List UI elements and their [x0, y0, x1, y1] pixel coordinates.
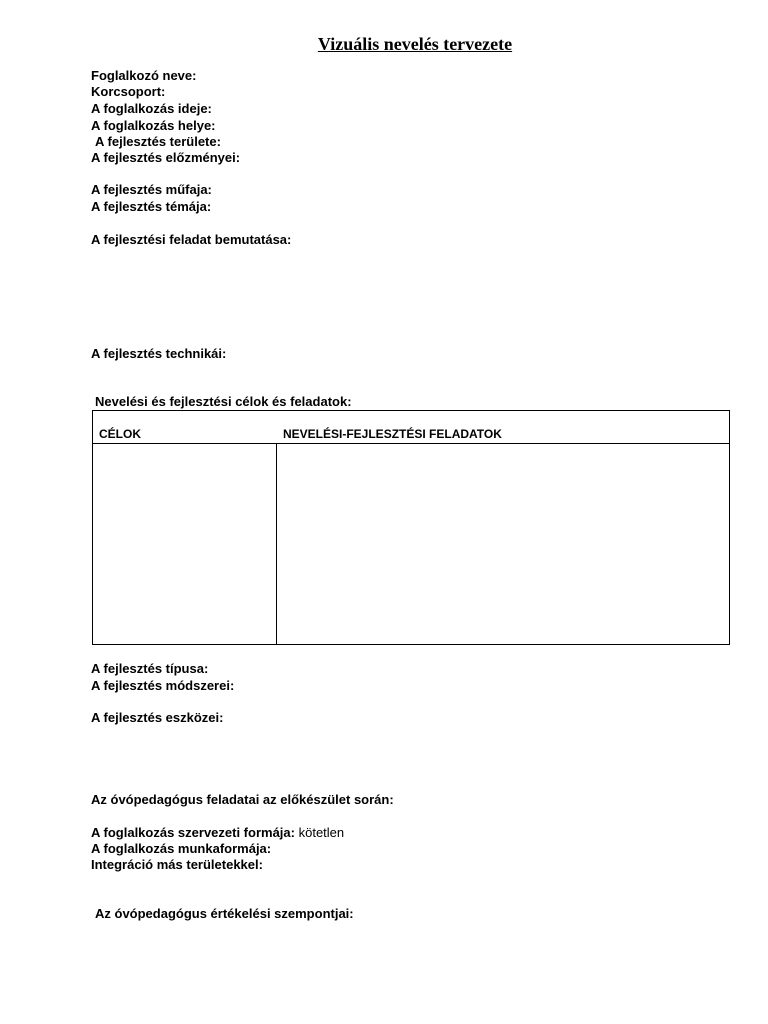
field-fejlesztes-mufaja: A fejlesztés műfaja: — [91, 182, 212, 197]
field-fejlesztes-technikai: A fejlesztés technikái: — [91, 346, 227, 361]
field-munkaforma: A foglalkozás munkaformája: — [91, 841, 272, 856]
field-fejlesztesi-feladat: A fejlesztési feladat bemutatása: — [91, 232, 292, 247]
field-szervezeti-forma — [91, 825, 344, 841]
section-celok-feladatok: Nevelési és fejlesztési célok és feladatok: — [95, 394, 352, 409]
field-fejlesztes-modszerei: A fejlesztés módszerei: — [91, 678, 235, 693]
field-integracio: Integráció más területekkel: — [91, 857, 263, 872]
field-ovopedagogus-feladatai: Az óvópedagógus feladatai az előkészület során: — [91, 792, 394, 807]
field-foglalkozas-ideje: A foglalkozás ideje: — [91, 101, 212, 116]
field-korcsoport: Korcsoport: — [91, 84, 166, 99]
field-fejlesztes-eszkozei: A fejlesztés eszközei: — [91, 710, 224, 725]
field-fejlesztes-tipusa: A fejlesztés típusa: — [91, 661, 209, 676]
table-column-divider — [276, 443, 277, 644]
goals-tasks-table — [92, 410, 730, 645]
table-header-feladatok: NEVELÉSI-FEJLESZTÉSI FELADATOK — [283, 427, 502, 441]
szervezeti-forma-label: A foglalkozás szervezeti formája: — [91, 825, 295, 840]
field-fejlesztes-temaja: A fejlesztés témája: — [91, 199, 212, 214]
table-header-celok: CÉLOK — [99, 427, 141, 441]
field-fejlesztes-terulete: A fejlesztés területe: — [95, 134, 221, 149]
field-fejlesztes-elozmenyei: A fejlesztés előzményei: — [91, 150, 241, 165]
field-ertekelesi-szempontok: Az óvópedagógus értékelési szempontjai: — [95, 906, 354, 921]
document-title: Vizuális nevelés tervezete — [317, 34, 513, 54]
szervezeti-forma-value: kötetlen — [298, 825, 345, 840]
field-foglalkozo-neve: Foglalkozó neve: — [91, 68, 197, 83]
field-foglalkozas-helye: A foglalkozás helye: — [91, 118, 216, 133]
